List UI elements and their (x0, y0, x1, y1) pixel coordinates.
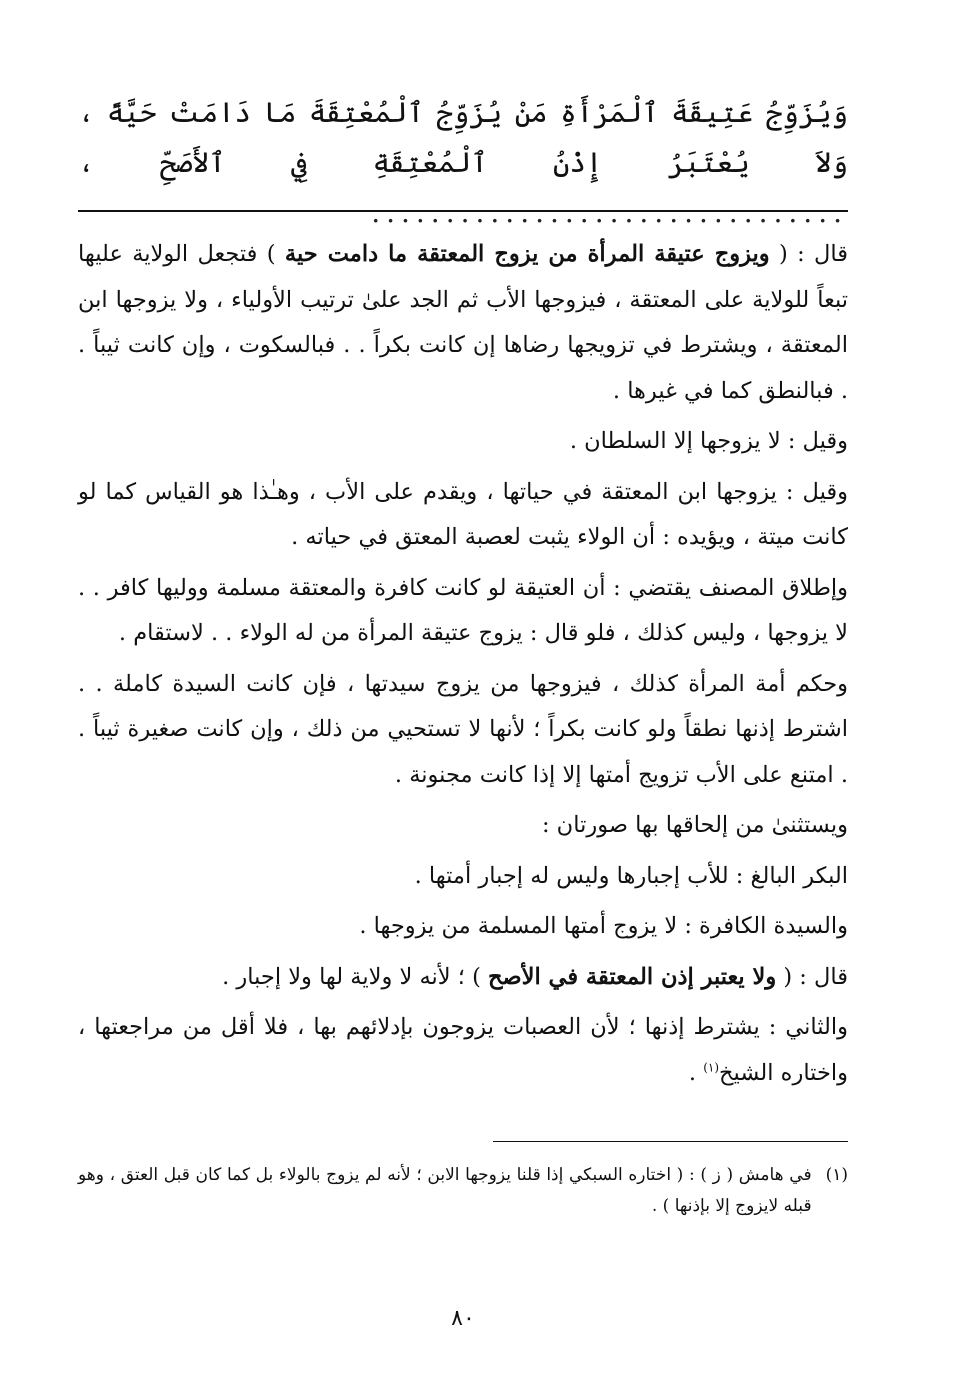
quoted-matn: ويزوج عتيقة المرأة من يزوج المعتقة ما دامت حية (284, 241, 770, 267)
footnote-text: في هامش ( ز ) : ( اختاره السبكي إذا قلنا يزوجها الابن ؛ لأنه لم يزوج بالولاء بل كما كان قبل العتق ، وهو قبله لايزوج إلا بإذنها ) . (78, 1165, 812, 1216)
commentary-paragraph: والسيدة الكافرة : لا يزوج أمتها المسلمة من يزوجها . (359, 913, 848, 939)
footnote-divider (493, 1141, 848, 1142)
matn-sentence: وَيُزَوِّجُ عَتِيقَةَ ٱلْمَرْأَةِ مَنْ يُزَوِّجُ ٱلْمُعْتِقَةَ مَا دَامَتْ حَيَّةً ، وَلاَ يُعْتَبَرُ إِذْنُ ٱلْمُعْتِقَةِ فِي ٱلأَصَحِّ ، (78, 96, 848, 179)
matn-dots: ................................ (371, 196, 848, 229)
commentary-paragraph: وقيل : يزوجها ابن المعتقة في حياتها ، ويقدم على الأب ، وهـٰذا هو القياس كما لو كانت ميتة ، ويؤيده : أن الولاء يثبت لعصبة المعتق في حياته . (78, 478, 848, 550)
paragraph-text: ) فتجعل الولاية عليها تبعاً للولاية على المعتقة ، فيزوجها الأب ثم الجد علىٰ ترتيب الأولياء ، ولا يزوجها ابن المعتقة ، ويشترط في تزويجها رضاها إن كانت بكراً . . فبالسكوت ، وإن كانت ثيباً . . فبالنطق كما في غيرها . (78, 241, 848, 404)
footnote-number: (١) (825, 1165, 848, 1185)
quote-open: قال : ( (776, 963, 848, 990)
commentary-paragraph: وقيل : لا يزوجها إلا السلطان . (569, 428, 848, 454)
page-number: ٨٠ (451, 1306, 475, 1331)
paragraph-end: . (688, 1059, 704, 1086)
commentary-paragraph (78, 232, 848, 414)
quoted-matn: ولا يعتبر إذن المعتقة في الأصح (488, 963, 777, 990)
footnote (78, 1160, 848, 1222)
paragraph-text: والثاني : يشترط إذنها ؛ لأن العصبات يزوجون بإدلائهم بها ، فلا أقل من مراجعتها ، واختاره الشيخ (78, 1014, 848, 1086)
commentary (78, 232, 848, 1096)
quote-open: قال : ( (769, 241, 848, 267)
paragraph-text: ) ؛ لأنه لا ولاية لها ولا إجبار . (222, 963, 489, 990)
commentary-paragraph: ويستثنىٰ من إلحاقها بها صورتان : (541, 812, 848, 838)
commentary-paragraph (78, 955, 848, 1001)
commentary-paragraph (78, 1005, 848, 1096)
matn-text (78, 88, 848, 229)
footnote-reference[interactable]: (١) (703, 1060, 720, 1074)
commentary-paragraph: وحكم أمة المرأة كذلك ، فيزوجها من يزوج سيدتها ، فإن كانت السيدة كاملة . . اشترط إذنها نطقاً ولو كانت بكراً ؛ لأنها لا تستحيي من ذلك ، وإن كانت صغيرة ثيباً . . امتنع على الأب تزويج أمتها إلا إذا كانت مجنونة . (78, 670, 848, 788)
book-page (78, 88, 848, 1368)
commentary-paragraph: وإطلاق المصنف يقتضي : أن العتيقة لو كانت كافرة والمعتقة مسلمة ووليها كافر . . لا يزوجها ، وليس كذلك ، فلو قال : يزوج عتيقة المرأة من له الولاء . . لاستقام . (78, 574, 848, 646)
commentary-paragraph: البكر البالغ : للأب إجبارها وليس له إجبار أمتها . (414, 862, 848, 889)
